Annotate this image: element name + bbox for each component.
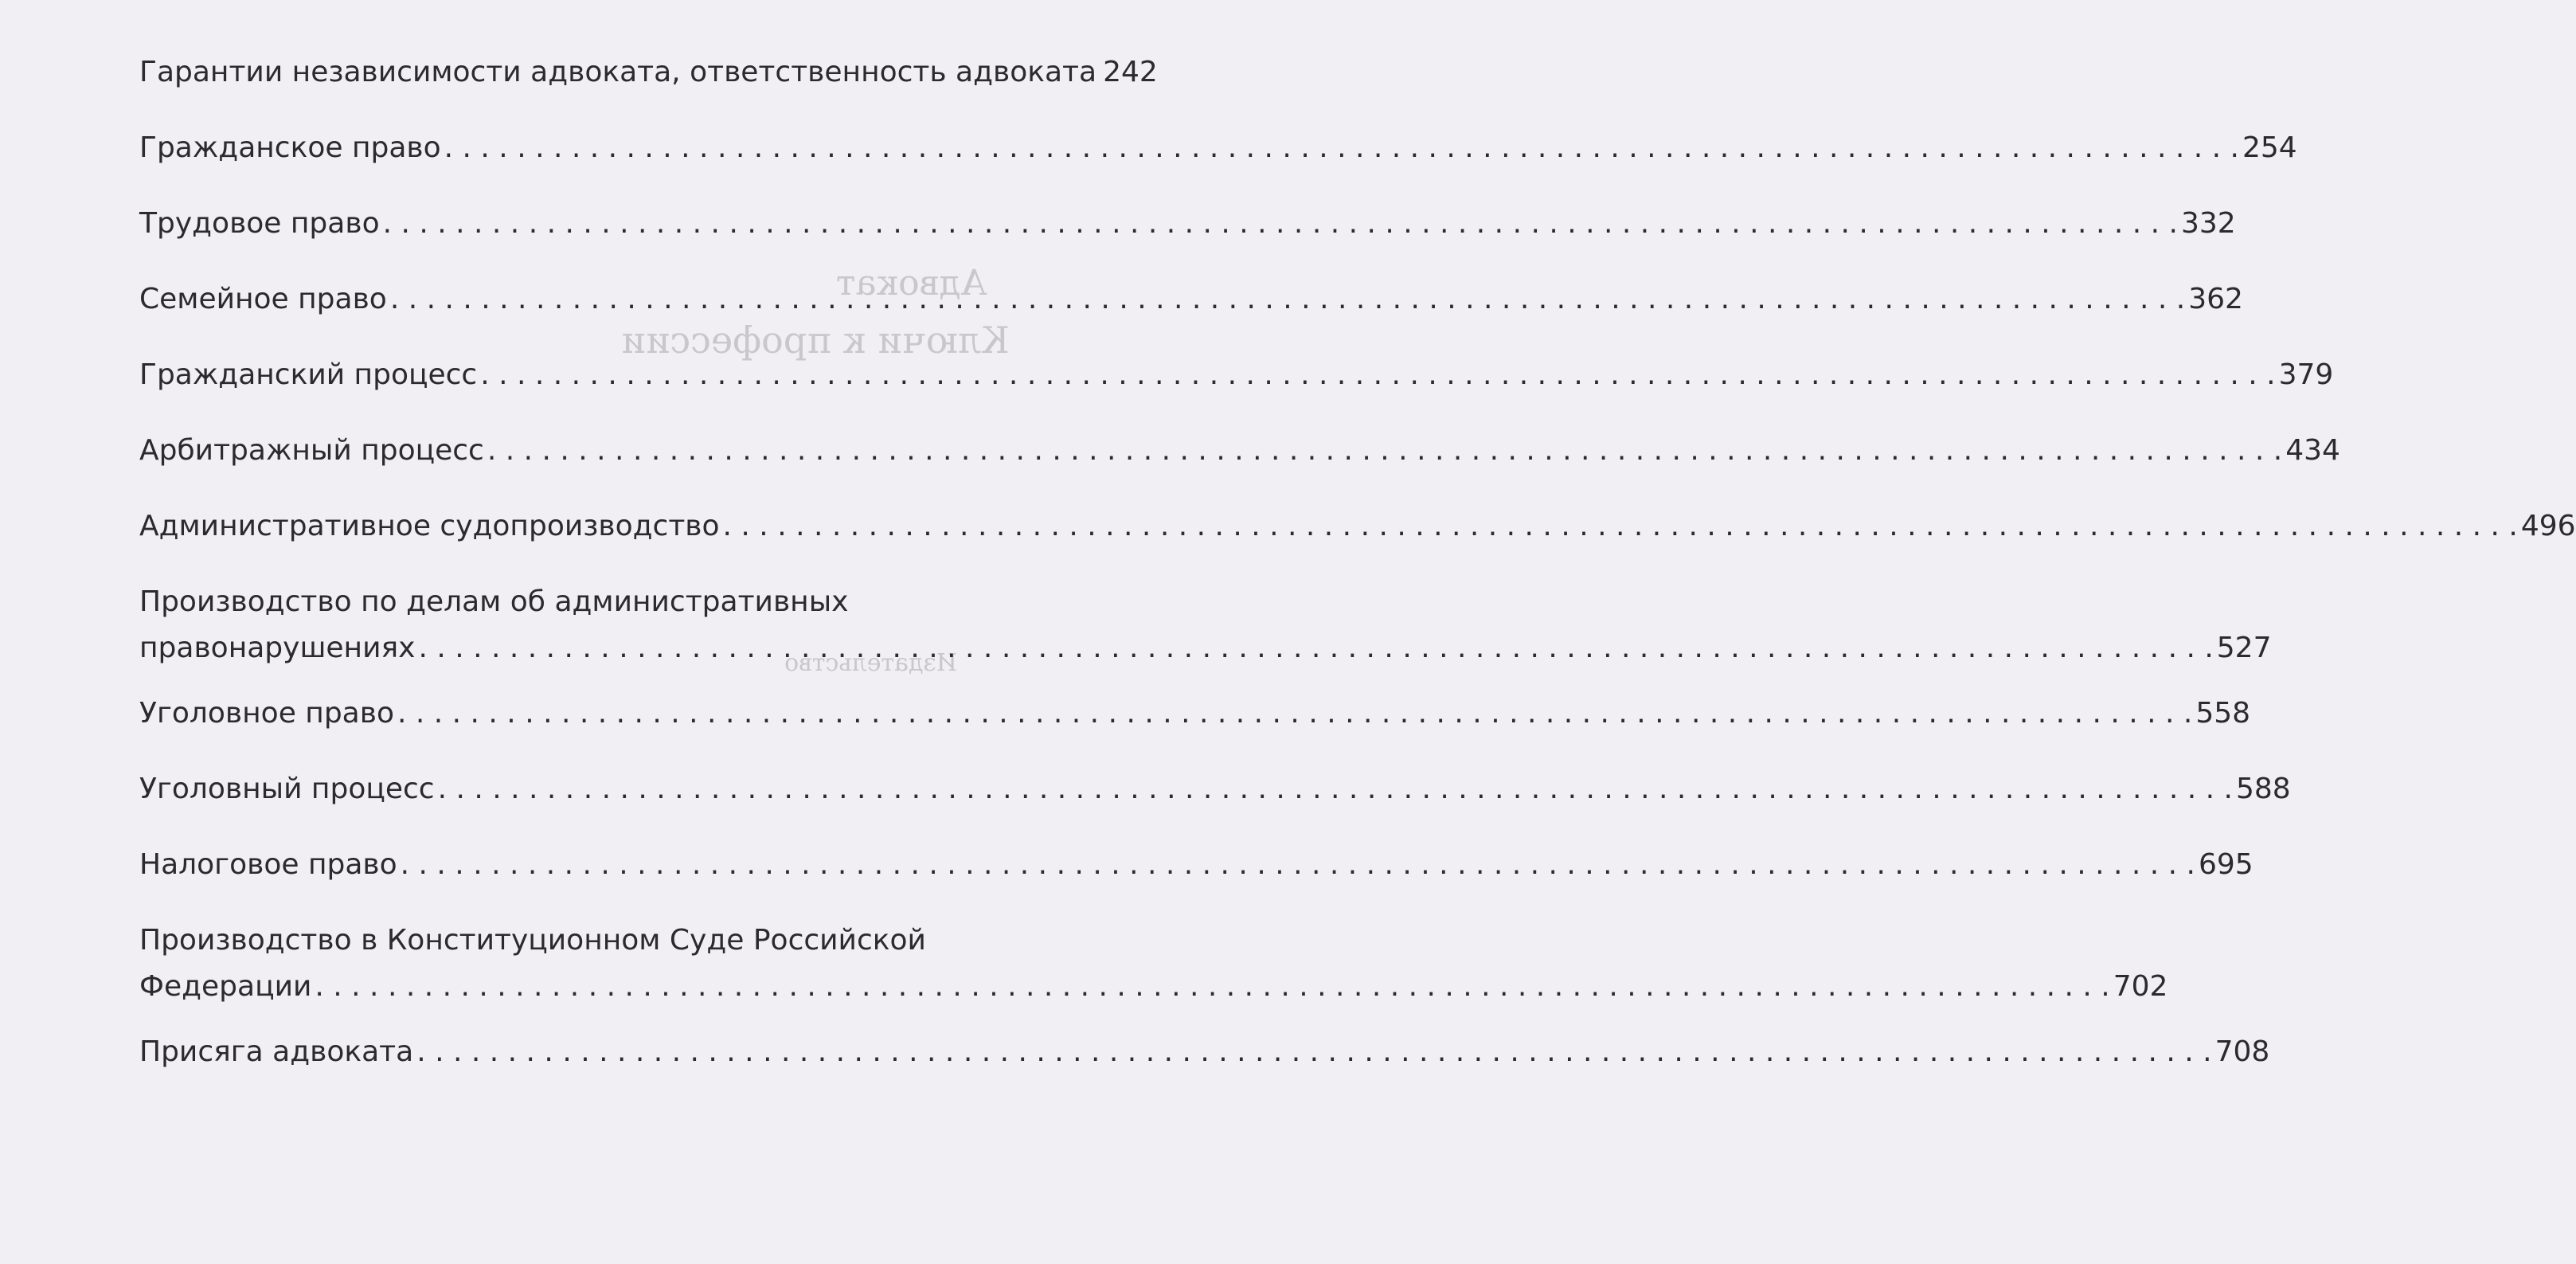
toc-entry-title: Административное судопроизводство [139, 510, 720, 542]
show-through-title: Адвокат [836, 263, 987, 303]
toc-entry-title-line2: Федерации [139, 970, 312, 1003]
toc-entry [139, 201, 2236, 276]
dot-leader [723, 503, 2518, 550]
toc-entry-page: 527 [2216, 632, 2272, 664]
toc-entry [139, 276, 2243, 352]
dot-leader [418, 625, 2213, 671]
toc-entry-page: 558 [2195, 697, 2251, 730]
toc-entry-page: 496 [2520, 510, 2576, 542]
toc-entry-title-line1: Производство по делам об административных [139, 585, 849, 618]
dot-leader [401, 842, 2195, 888]
toc-entry [139, 503, 2576, 579]
toc-entry-title: Гражданское право [139, 131, 441, 164]
toc-entry-page: 362 [2188, 283, 2243, 315]
toc-entry-title-line1: Производство в Конституционном Суде Российской [139, 924, 926, 957]
toc-entry [139, 428, 2340, 503]
dot-leader [390, 276, 2185, 323]
toc-entry-title: Гарантии независимости адвоката, ответственность адвоката [139, 56, 1097, 88]
toc-entry-title: Уголовный процесс [139, 773, 435, 805]
dot-leader [480, 352, 2275, 398]
toc-entry [139, 579, 2272, 691]
dot-leader [383, 201, 2178, 247]
toc-entry [139, 766, 2291, 842]
toc-entry-page: 254 [2242, 131, 2297, 164]
dot-leader [487, 428, 2282, 474]
dot-leader [397, 691, 2192, 737]
toc-entry [139, 842, 2254, 918]
toc-entry-page: 242 [1103, 56, 1158, 88]
table-of-contents [139, 49, 2576, 1105]
dot-leader [444, 125, 2239, 171]
toc-entry-page: 332 [2180, 207, 2236, 240]
toc-entry [139, 691, 2251, 766]
dot-leader [438, 766, 2233, 812]
toc-entry-page: 702 [2113, 970, 2168, 1003]
dot-leader [416, 1029, 2211, 1075]
toc-entry-page: 588 [2235, 773, 2291, 805]
toc-entry-title: Трудовое право [139, 207, 380, 240]
show-through-logo: Издательство [784, 649, 957, 677]
toc-entry-title: Налоговое право [139, 848, 397, 881]
toc-entry-title: Уголовное право [139, 697, 394, 730]
toc-entry-page: 708 [2214, 1035, 2270, 1068]
toc-entry [139, 49, 1158, 125]
toc-entry-title: Арбитражный процесс [139, 434, 484, 467]
toc-entry-page: 434 [2285, 434, 2340, 467]
show-through-subtitle: Ключи к профессии [621, 319, 1010, 362]
toc-entry [139, 125, 2297, 201]
toc-entry-page: 379 [2278, 358, 2334, 391]
toc-entry [139, 352, 2334, 428]
toc-entry-page: 695 [2198, 848, 2254, 881]
toc-entry [139, 1029, 2270, 1105]
toc-entry-title: Присяга адвоката [139, 1035, 414, 1068]
toc-entry-title-line2: правонарушениях [139, 632, 416, 664]
toc-entry-title: Гражданский процесс [139, 358, 478, 391]
dot-leader [315, 964, 2109, 1010]
toc-entry-title: Семейное право [139, 283, 387, 315]
toc-entry [139, 918, 2168, 1029]
